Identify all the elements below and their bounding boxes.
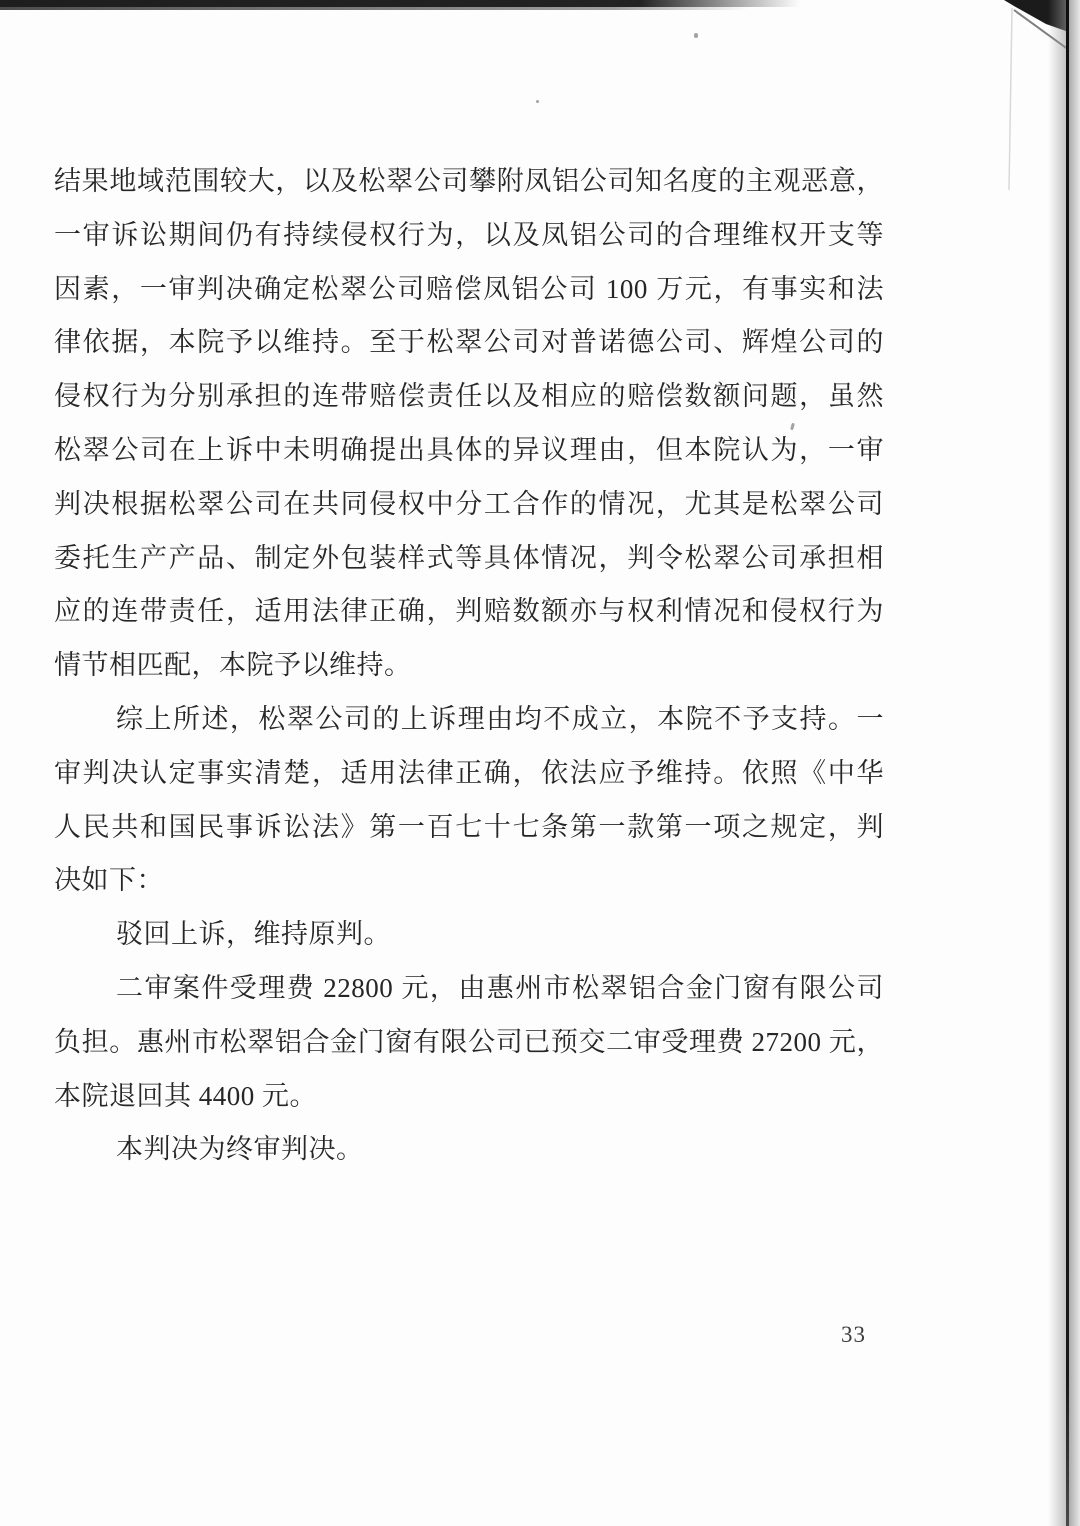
scan-artifact-edge-strip <box>1069 0 1080 1526</box>
paragraph-summary <box>54 693 884 908</box>
text-line: 律依据，本院予以维持。至于松翠公司对普诺德公司、辉煌公司的 <box>54 327 884 358</box>
text-line: 综上所述，松翠公司的上诉理由均不成立，本院不予支持。一 <box>116 703 884 734</box>
text-line: 本判决为终审判决。 <box>116 1134 364 1165</box>
text-line: 负担。惠州市松翠铝合金门窗有限公司已预交二审受理费 27200 元， <box>54 1026 884 1057</box>
scan-artifact-top-bar <box>0 0 800 7</box>
paragraph-continuation <box>54 155 884 693</box>
text-line: 审判决认定事实清楚，适用法律正确，依法应予维持。依照《中华 <box>54 757 884 788</box>
text-line: 一审诉讼期间仍有持续侵权行为，以及凤铝公司的合理维权开支等 <box>54 219 884 250</box>
text-line: 二审案件受理费 22800 元，由惠州市松翠铝合金门窗有限公司 <box>116 972 884 1003</box>
scan-speck <box>694 33 698 38</box>
text-line: 本院退回其 4400 元。 <box>54 1080 317 1111</box>
text-line: 情节相匹配，本院予以维持。 <box>54 650 412 681</box>
paragraph-ruling <box>54 908 884 962</box>
text-line: 委托生产产品、制定外包装样式等具体情况，判令松翠公司承担相 <box>54 542 884 573</box>
text-line: 人民共和国民事诉讼法》第一百七十七条第一款第一项之规定，判 <box>54 811 884 842</box>
judgment-text <box>54 155 884 1177</box>
scan-speck <box>536 100 539 103</box>
page-number: 33 <box>841 1322 866 1347</box>
paragraph-final <box>54 1123 884 1177</box>
text-line: 松翠公司在上诉中未明确提出具体的异议理由，但本院认为，一审 <box>54 434 884 465</box>
text-line: 应的连带责任，适用法律正确，判赔数额亦与权利情况和侵权行为 <box>54 596 884 627</box>
text-line: 侵权行为分别承担的连带赔偿责任以及相应的赔偿数额问题，虽然 <box>54 381 884 412</box>
text-line: 结果地域范围较大，以及松翠公司攀附凤铝公司知名度的主观恶意， <box>54 166 884 196</box>
text-line: 因素，一审判决确定松翠公司赔偿凤铝公司 100 万元，有事实和法 <box>54 273 884 304</box>
scan-artifact-top-bar-thin <box>0 7 748 10</box>
text-line: 决如下： <box>54 865 164 896</box>
paragraph-fees <box>54 962 884 1123</box>
scan-artifact-edge-shadow <box>1048 0 1066 1526</box>
text-line: 判决根据松翠公司在共同侵权中分工合作的情况，尤其是松翠公司 <box>54 488 884 519</box>
text-line: 驳回上诉，维持原判。 <box>116 919 391 950</box>
